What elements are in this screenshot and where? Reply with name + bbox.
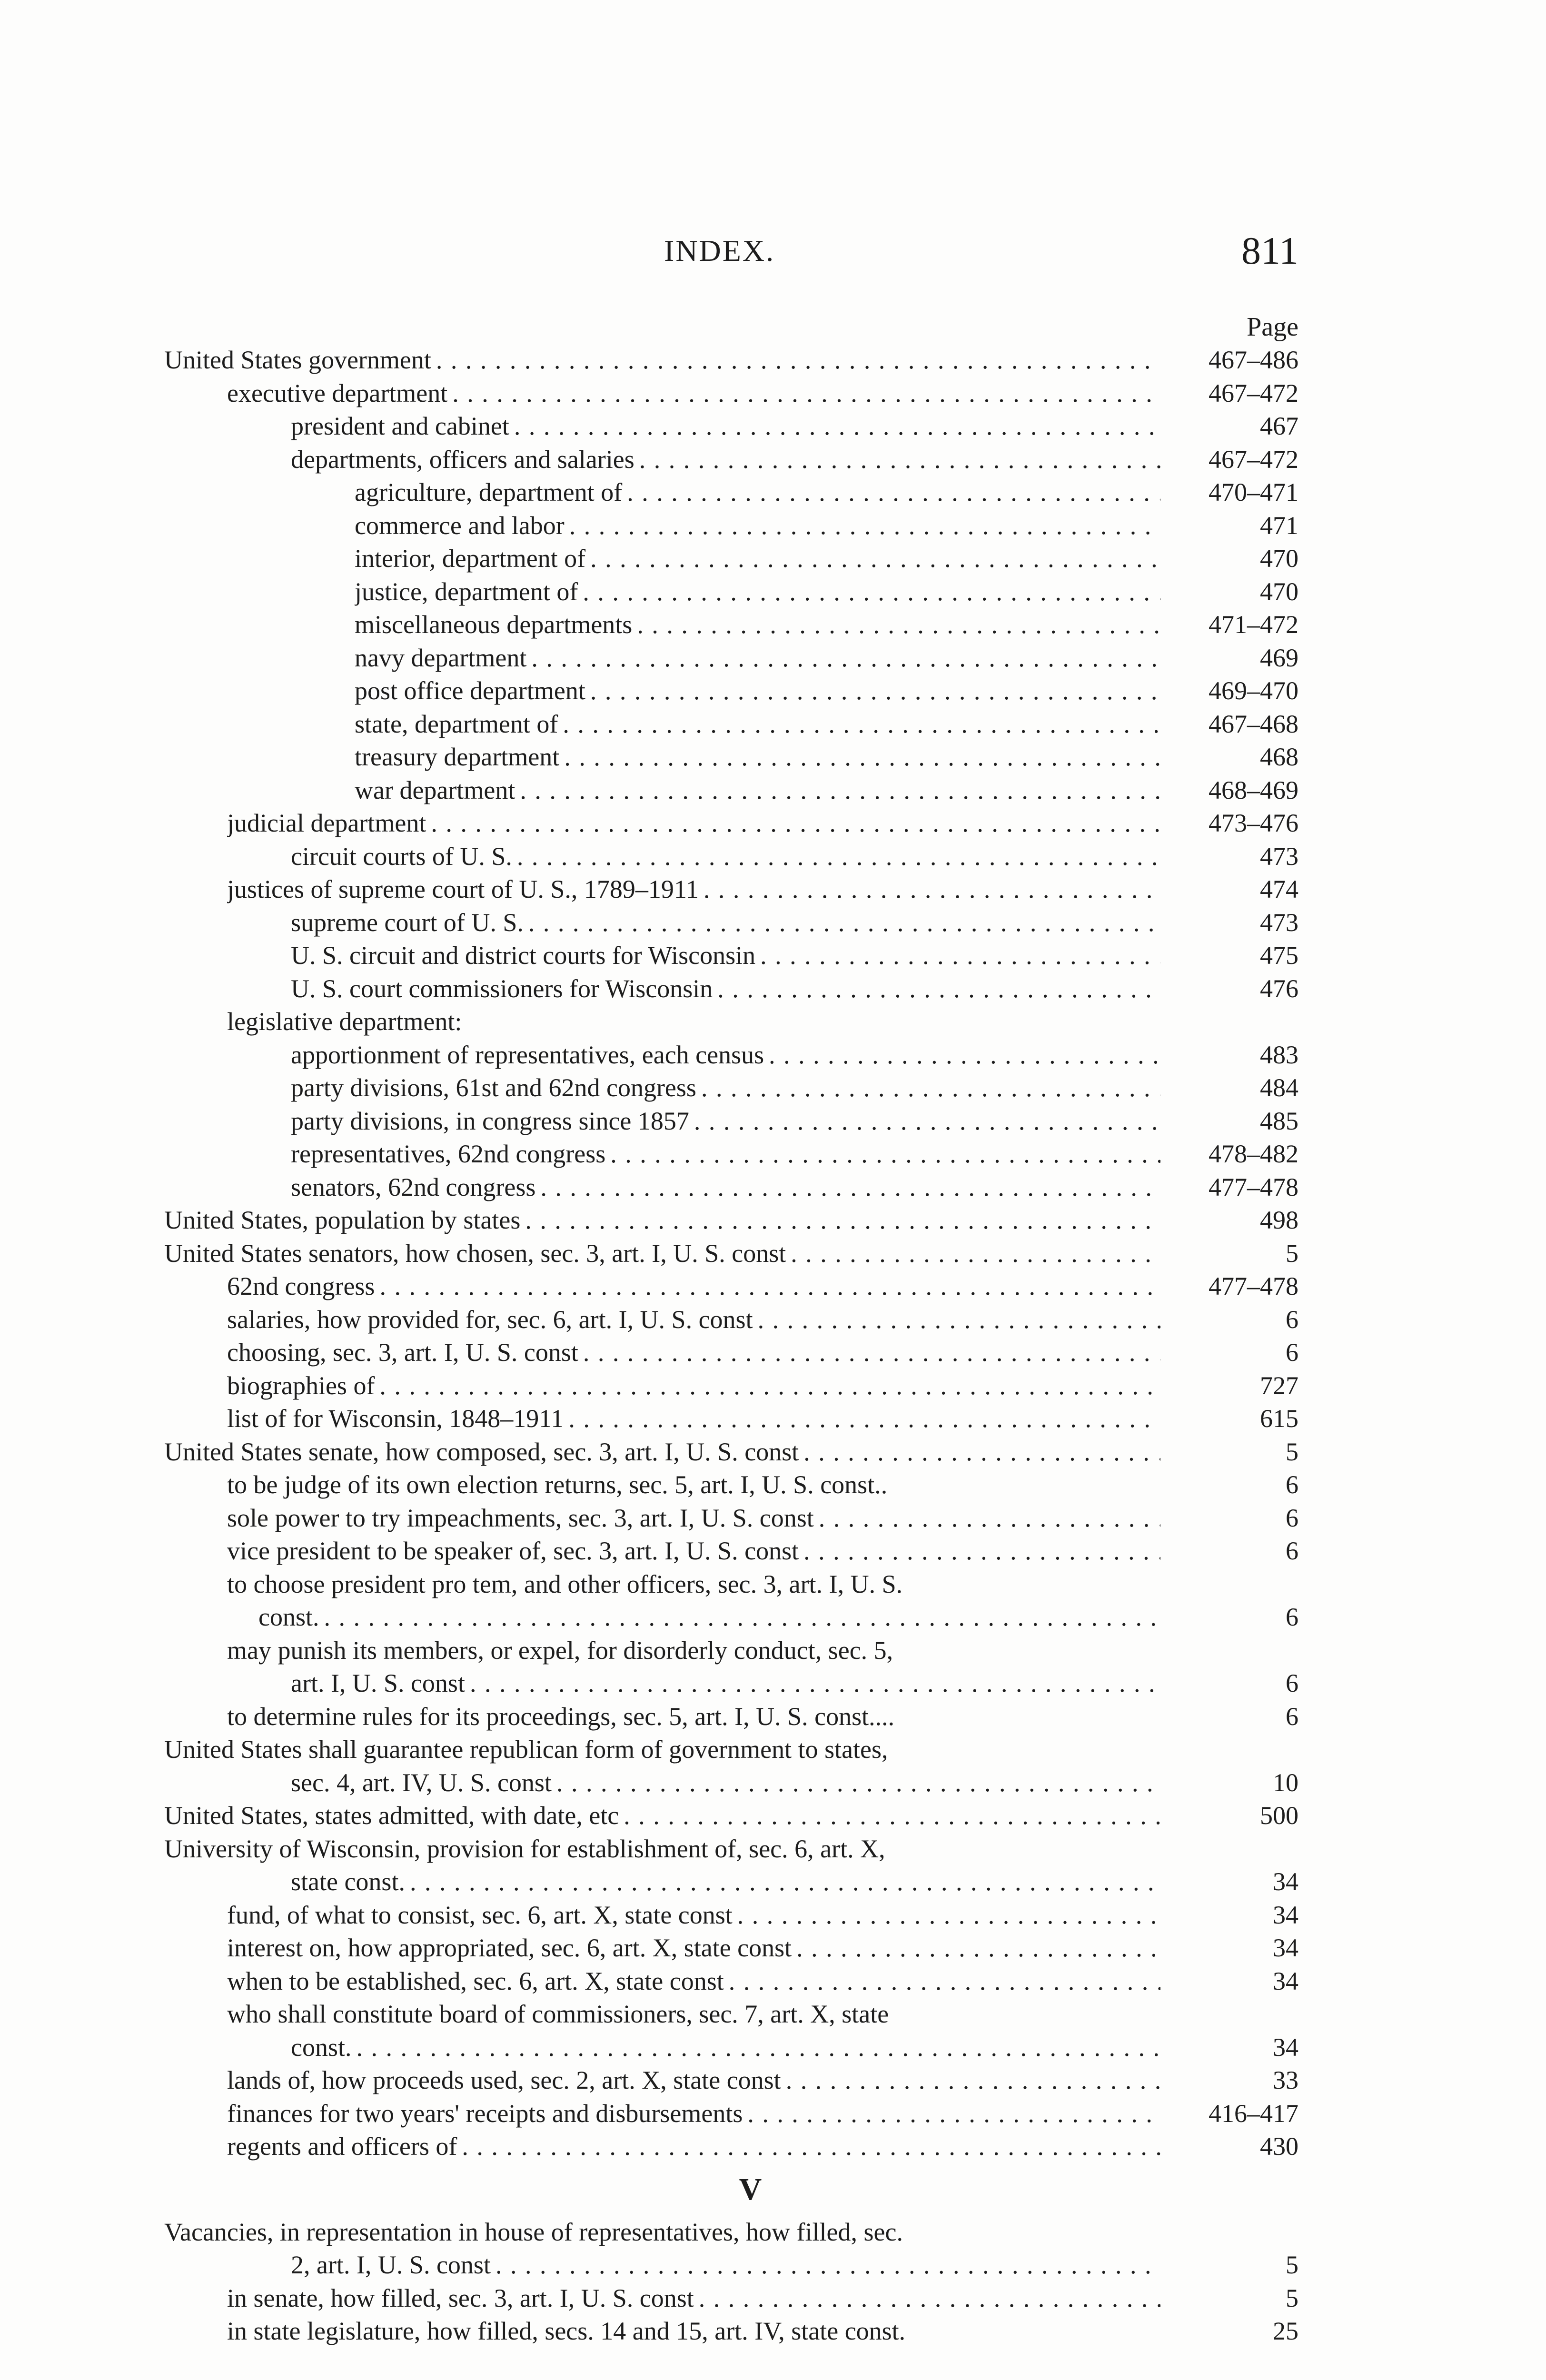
entry-text (355, 774, 1160, 807)
entry-label: Vacancies, in representation in house of representatives, how filled, sec. (164, 2218, 908, 2246)
entry-label: to choose president pro tem, and other officers, sec. 3, art. I, U. S. (227, 1570, 907, 1598)
entry-label: const. (291, 2033, 357, 2062)
entry-text (227, 1270, 1160, 1303)
entry-text (227, 2315, 1160, 2348)
index-entry (164, 1270, 1298, 1303)
entry-label: fund, of what to consist, sec. 6, art. X, state const (227, 1901, 737, 1929)
entry-page-ref: 485 (1260, 1106, 1298, 1135)
entry-label: to be judge of its own election returns, sec. 5, art. I, U. S. const.. (227, 1470, 892, 1499)
index-entry (164, 410, 1298, 443)
index-entry (164, 2216, 1298, 2249)
entry-label: United States government (164, 346, 436, 374)
entry-label: interest on, how appropriated, sec. 6, art. X, state const (227, 1934, 796, 1962)
entry-page-ref: 467–472 (1209, 445, 1298, 474)
index-entry (164, 1932, 1298, 1965)
entry-text (227, 1700, 1160, 1734)
entry-label: regents and officers of (227, 2132, 462, 2161)
entry-page-ref: 34 (1273, 2033, 1298, 2062)
entry-label: sec. 4, art. IV, U. S. const (291, 1768, 556, 1797)
index-entry (164, 1568, 1298, 1601)
entry-text (227, 1369, 1160, 1403)
entry-label: interior, department of (355, 544, 590, 573)
entry-page-ref: 6 (1286, 1470, 1298, 1499)
entry-text (291, 1039, 1160, 1072)
entry-page-ref: 727 (1260, 1371, 1298, 1400)
entry-label: United States, states admitted, with date, etc (164, 1801, 624, 1830)
index-entry (164, 2249, 1298, 2282)
entry-page-ref: 5 (1286, 1437, 1298, 1466)
index-entry (164, 1138, 1298, 1171)
entry-page-ref: 25 (1273, 2317, 1298, 2345)
entry-page-ref: 416–417 (1209, 2099, 1298, 2128)
entry-page-ref: 5 (1286, 2283, 1298, 2312)
entry-label: choosing, sec. 3, art. I, U. S. const (227, 1338, 583, 1367)
index-entry (164, 972, 1298, 1006)
entry-label: justice, department of (355, 577, 583, 606)
entry-page-ref: 5 (1286, 1239, 1298, 1268)
entry-text (291, 2249, 1160, 2282)
index-entry (164, 674, 1298, 708)
entry-text (291, 410, 1160, 443)
entry-text (291, 443, 1160, 476)
index-entry (164, 1171, 1298, 1204)
entry-label: navy department (355, 644, 531, 672)
entry-label: United States senators, how chosen, sec. 3, art. I, U. S. const (164, 1239, 791, 1268)
entry-page-ref: 468–469 (1209, 775, 1298, 804)
index-entry (164, 443, 1298, 476)
entry-text (291, 1171, 1160, 1204)
entry-label: art. I, U. S. const (291, 1669, 470, 1697)
entry-text (258, 1601, 1160, 1634)
entry-label: may punish its members, or expel, for disorderly conduct, sec. 5, (227, 1636, 898, 1665)
entry-text (355, 476, 1160, 509)
entry-page-ref: 498 (1260, 1206, 1298, 1234)
entry-label: United States shall guarantee republican form of government to states, (164, 1735, 893, 1764)
entry-page-ref: 473–476 (1209, 809, 1298, 837)
index-entry (164, 476, 1298, 509)
page-column-label: Page (1247, 312, 1298, 342)
entry-label: 2, art. I, U. S. const (291, 2251, 496, 2279)
entry-page-ref: 33 (1273, 2066, 1298, 2094)
entry-text (291, 972, 1160, 1006)
index-entries (164, 344, 1298, 2348)
entry-label: party divisions, 61st and 62nd congress (291, 1073, 701, 1102)
entry-text (355, 509, 1160, 543)
entry-label: biographies of (227, 1371, 379, 1400)
entry-text (227, 807, 1160, 840)
entry-page-ref: 500 (1260, 1801, 1298, 1830)
entry-page-ref: 430 (1260, 2132, 1298, 2161)
index-entry (164, 708, 1298, 741)
entry-page-ref: 477–478 (1209, 1272, 1298, 1300)
section-letter-heading: V (739, 2172, 762, 2207)
entry-page-ref: 484 (1260, 1073, 1298, 1102)
entry-label: representatives, 62nd congress (291, 1140, 610, 1168)
entry-text (355, 642, 1160, 675)
index-entry (164, 2130, 1298, 2163)
entry-text (227, 1535, 1160, 1568)
running-head-title: INDEX. (664, 234, 775, 268)
entry-text (291, 1865, 1160, 1899)
entry-label: agriculture, department of (355, 478, 627, 506)
entry-text (227, 377, 1160, 410)
entry-page-ref: 467–468 (1209, 709, 1298, 738)
entry-label: state, department of (355, 710, 563, 738)
entry-page-ref: 6 (1286, 1338, 1298, 1367)
entry-page-ref: 5 (1286, 2251, 1298, 2279)
index-entry (164, 1700, 1298, 1734)
index-entry (164, 1733, 1298, 1766)
page-number: 811 (1241, 229, 1298, 272)
entry-page-ref: 471 (1260, 511, 1298, 540)
entry-label: post office department (355, 676, 590, 705)
entry-page-ref: 477–478 (1209, 1172, 1298, 1201)
index-entry (164, 840, 1298, 873)
entry-text (227, 1965, 1160, 1998)
entry-label: executive department (227, 379, 452, 407)
entry-text (291, 1138, 1160, 1171)
entry-text (164, 1436, 1160, 1469)
entry-page-ref: 476 (1260, 974, 1298, 1003)
index-entry (164, 939, 1298, 972)
index-entry (164, 1766, 1298, 1800)
index-entry (164, 1535, 1298, 1568)
entry-text (164, 1204, 1160, 1237)
index-entry (164, 1336, 1298, 1369)
entry-label: University of Wisconsin, provision for establishment of, sec. 6, art. X, (164, 1835, 890, 1863)
entry-text (227, 873, 1160, 906)
index-entry (164, 1105, 1298, 1138)
entry-text (227, 2282, 1160, 2315)
entry-label: party divisions, in congress since 1857 (291, 1107, 694, 1135)
entry-page-ref: 6 (1286, 1603, 1298, 1631)
entry-page-ref: 473 (1260, 908, 1298, 937)
index-entry (164, 873, 1298, 906)
index-entry (164, 1402, 1298, 1436)
entry-page-ref: 469 (1260, 643, 1298, 672)
entry-text (227, 1899, 1160, 1932)
entry-text (227, 1932, 1160, 1965)
index-entry (164, 2097, 1298, 2131)
entry-text (164, 1799, 1160, 1833)
entry-text (355, 741, 1160, 774)
entry-label: U. S. court commissioners for Wisconsin (291, 974, 717, 1003)
entry-text (227, 1502, 1160, 1535)
entry-text (355, 674, 1160, 708)
entry-label: commerce and labor (355, 511, 569, 540)
running-head (0, 228, 1546, 286)
entry-label: in senate, how filled, sec. 3, art. I, U. S. const (227, 2284, 699, 2312)
entry-text (164, 2216, 1298, 2249)
entry-text (291, 2031, 1160, 2064)
entry-page-ref: 467–486 (1209, 346, 1298, 374)
index-entry (164, 377, 1298, 410)
entry-page-ref: 468 (1260, 743, 1298, 771)
index-entry (164, 741, 1298, 774)
entry-page-ref: 469–470 (1209, 676, 1298, 705)
entry-text (227, 1634, 1298, 1667)
entry-page-ref: 473 (1260, 842, 1298, 871)
entry-label: who shall constitute board of commissioners, sec. 7, art. X, state (227, 2000, 893, 2028)
index-entry (164, 1303, 1298, 1337)
entry-text (227, 2097, 1160, 2131)
entry-label: U. S. circuit and district courts for Wisconsin (291, 941, 760, 970)
index-entry (164, 1071, 1298, 1105)
entry-label: justices of supreme court of U. S., 1789–1911 (227, 875, 704, 903)
index-entry (164, 2031, 1298, 2064)
entry-text (355, 575, 1160, 609)
entry-page-ref: 470 (1260, 544, 1298, 573)
entry-page-ref: 6 (1286, 1702, 1298, 1731)
index-entry (164, 1601, 1298, 1634)
entry-text (291, 1667, 1160, 1700)
index-entry (164, 1436, 1298, 1469)
entry-page-ref: 6 (1286, 1669, 1298, 1697)
entry-text (227, 2130, 1160, 2163)
index-entry (164, 1998, 1298, 2031)
entry-label: salaries, how provided for, sec. 6, art. I, U. S. const (227, 1305, 758, 1334)
entry-page-ref: 470 (1260, 577, 1298, 606)
entry-label: 62nd congress (227, 1272, 379, 1300)
entry-label: finances for two years' receipts and disbursements (227, 2099, 747, 2128)
index-entry (164, 1039, 1298, 1072)
entry-text (164, 344, 1160, 377)
entry-text (291, 1105, 1160, 1138)
entry-page-ref: 6 (1286, 1503, 1298, 1532)
entry-text (227, 1336, 1160, 1369)
entry-label: list of for Wisconsin, 1848–1911 (227, 1404, 568, 1433)
index-entry (164, 542, 1298, 575)
entry-label: state const. (291, 1867, 410, 1896)
entry-page-ref: 483 (1260, 1040, 1298, 1069)
entry-page-ref: 34 (1273, 1934, 1298, 1962)
index-entry (164, 2282, 1298, 2315)
entry-page-ref: 467–472 (1209, 378, 1298, 407)
index-entry (164, 1865, 1298, 1899)
index-entry (164, 1799, 1298, 1833)
entry-text (164, 1833, 1298, 1866)
index-entry (164, 906, 1298, 940)
entry-text (227, 1998, 1298, 2031)
entry-label: circuit courts of U. S. (291, 842, 517, 871)
entry-text (227, 1303, 1160, 1337)
entry-page-ref: 467 (1260, 412, 1298, 440)
entry-page-ref: 615 (1260, 1404, 1298, 1433)
entry-label: United States senate, how composed, sec. 3, art. I, U. S. const (164, 1438, 803, 1466)
entry-text (355, 608, 1160, 642)
index-entry (164, 1667, 1298, 1700)
entry-text (291, 1766, 1160, 1800)
index-entry (164, 1634, 1298, 1667)
entry-label: president and cabinet (291, 412, 514, 440)
index-entry (164, 1237, 1298, 1270)
index-entry (164, 1965, 1298, 1998)
index-entry (164, 1204, 1298, 1237)
entry-label: in state legislature, how filled, secs. 14 and 15, art. IV, state const. (227, 2317, 910, 2345)
entry-page-ref: 34 (1273, 1966, 1298, 1995)
entry-page-ref: 471–472 (1209, 610, 1298, 639)
index-entry (164, 344, 1298, 377)
entry-text (355, 708, 1160, 741)
entry-label: when to be established, sec. 6, art. X, state const (227, 1967, 729, 1995)
index-entry (164, 1468, 1298, 1502)
index-entry (164, 1833, 1298, 1866)
entry-text (227, 2064, 1160, 2097)
index-entry (164, 1369, 1298, 1403)
entry-page-ref: 6 (1286, 1537, 1298, 1565)
entry-text (227, 1005, 1298, 1039)
entry-label: const. (258, 1603, 324, 1631)
entry-text (355, 542, 1160, 575)
entry-label: lands of, how proceeds used, sec. 2, art. X, state const (227, 2066, 786, 2094)
entry-label: miscellaneous departments (355, 610, 637, 639)
entry-label: judicial department (227, 809, 431, 837)
entry-page-ref: 470–471 (1209, 478, 1298, 506)
index-entry (164, 2315, 1298, 2348)
index-entry (164, 774, 1298, 807)
entry-label: departments, officers and salaries (291, 445, 639, 474)
entry-text (227, 1468, 1160, 1502)
index-entry (164, 575, 1298, 609)
entry-page-ref: 478–482 (1209, 1140, 1298, 1168)
entry-text (291, 840, 1160, 873)
entry-label: United States, population by states (164, 1206, 525, 1234)
entry-label: war department (355, 776, 520, 804)
entry-text (291, 1071, 1160, 1105)
entry-page-ref: 10 (1273, 1768, 1298, 1797)
index-entry (164, 608, 1298, 642)
entry-page-ref: 6 (1286, 1305, 1298, 1334)
index-entry (164, 807, 1298, 840)
entry-text (164, 1237, 1160, 1270)
entry-label: apportionment of representatives, each census (291, 1041, 769, 1069)
entry-label: sole power to try impeachments, sec. 3, art. I, U. S. const (227, 1504, 819, 1532)
entry-text (227, 1402, 1160, 1436)
index-entry (164, 642, 1298, 675)
entry-page-ref: 475 (1260, 941, 1298, 970)
index-entry (164, 1005, 1298, 1039)
entry-label: supreme court of U. S. (291, 908, 528, 937)
entry-text (291, 939, 1160, 972)
index-entry (164, 1899, 1298, 1932)
entry-label: vice president to be speaker of, sec. 3, art. I, U. S. const (227, 1537, 803, 1565)
entry-label: treasury department (355, 743, 564, 771)
entry-text (227, 1568, 1298, 1601)
entry-label: senators, 62nd congress (291, 1173, 540, 1201)
entry-label: to determine rules for its proceedings, sec. 5, art. I, U. S. const.... (227, 1702, 899, 1731)
entry-text (164, 1733, 1298, 1766)
index-entry (164, 1502, 1298, 1535)
entry-page-ref: 34 (1273, 1900, 1298, 1929)
index-entry (164, 2064, 1298, 2097)
entry-text (291, 906, 1160, 940)
entry-page-ref: 34 (1273, 1867, 1298, 1896)
entry-label: legislative department: (227, 1007, 466, 1036)
index-entry (164, 509, 1298, 543)
entry-page-ref: 474 (1260, 875, 1298, 903)
